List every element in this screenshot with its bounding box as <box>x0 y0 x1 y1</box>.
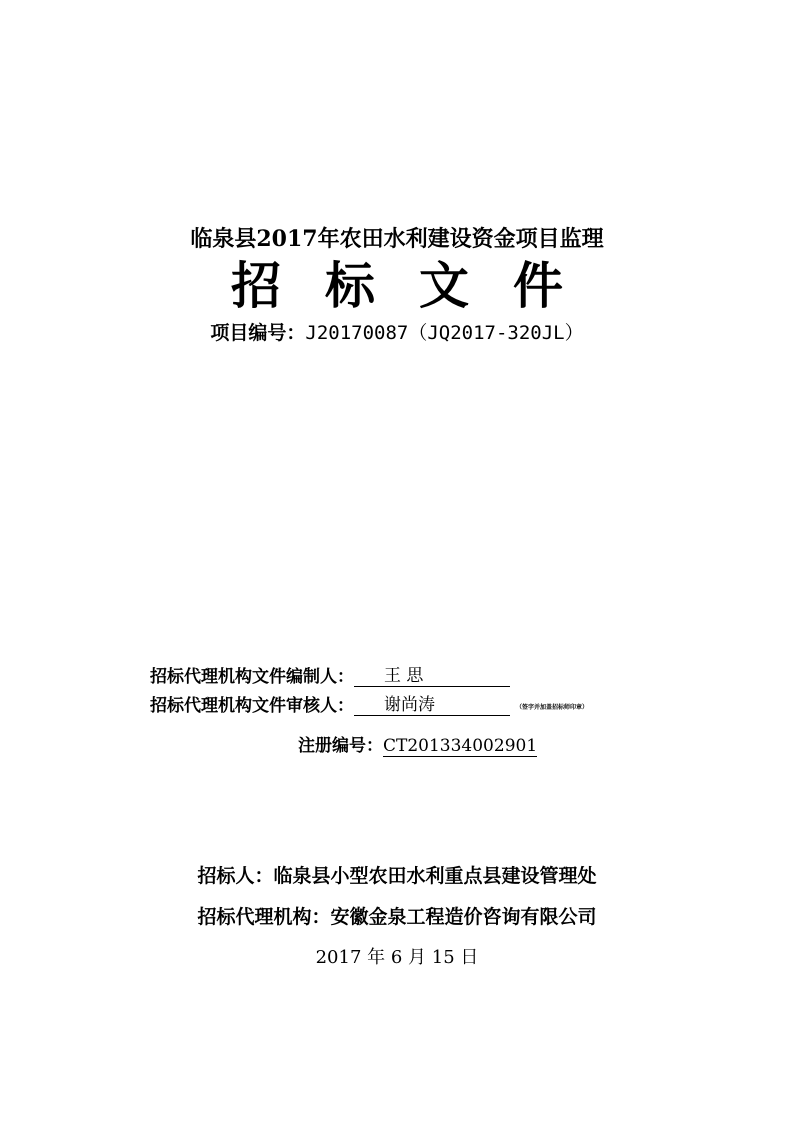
registration-value: CT201334002901 <box>383 736 538 756</box>
document-title: 招标文件 <box>231 256 607 315</box>
registration-label: 注册编号： <box>298 736 383 756</box>
project-number-value: J20170087（JQ2017-320JL） <box>305 322 584 344</box>
project-number <box>0 318 794 345</box>
tenderer-line: 招标人：临泉县小型农田水利重点县建设管理处 <box>197 865 597 887</box>
document-date: 2017 年 6 月 15 日 <box>315 947 479 968</box>
agency-line: 招标代理机构：安徽金泉工程造价咨询有限公司 <box>197 906 597 928</box>
reviewer-row <box>150 691 588 716</box>
project-number-label: 项目编号： <box>210 322 306 344</box>
compiler-label: 招标代理机构文件编制人： <box>150 667 354 687</box>
document-subtitle: 临泉县2017年农田水利建设资金项目监理 <box>190 226 604 252</box>
reviewer-label: 招标代理机构文件审核人： <box>150 696 354 716</box>
compiler-row <box>150 662 510 687</box>
compiler-name: 王 思 <box>354 666 510 687</box>
reviewer-note: （签字并加盖招标师印章） <box>516 704 589 711</box>
reviewer-name: 谢尚涛 <box>354 695 510 716</box>
registration-row <box>298 731 537 757</box>
